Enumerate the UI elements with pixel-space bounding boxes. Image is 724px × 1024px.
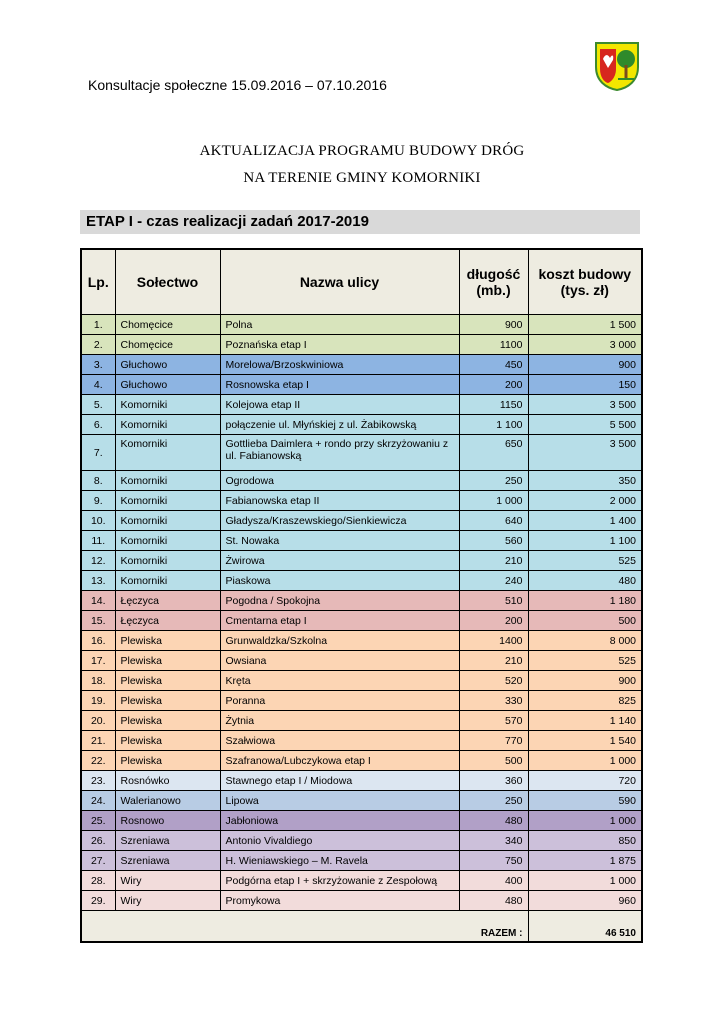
cell-koszt: 525: [528, 651, 642, 671]
table-row: [81, 711, 642, 731]
cell-dlugosc: 210: [459, 551, 528, 571]
cell-lp: 17.: [81, 651, 115, 671]
cell-koszt: 2 000: [528, 491, 642, 511]
table-row: [81, 471, 642, 491]
cell-koszt: 1 400: [528, 511, 642, 531]
cell-nazwa-ulicy: Gottlieba Daimlera + rondo przy skrzyżowaniu z ul. Fabianowską: [220, 435, 459, 471]
cell-nazwa-ulicy: Ogrodowa: [220, 471, 459, 491]
cell-nazwa-ulicy: Poranna: [220, 691, 459, 711]
cell-solectwo: Komorniki: [115, 491, 220, 511]
cell-nazwa-ulicy: połączenie ul. Młyńskiej z ul. Żabikowską: [220, 415, 459, 435]
cell-dlugosc: 250: [459, 791, 528, 811]
total-label: RAZEM :: [81, 911, 528, 943]
cell-nazwa-ulicy: Kręta: [220, 671, 459, 691]
cell-koszt: 500: [528, 611, 642, 631]
cell-nazwa-ulicy: Fabianowska etap II: [220, 491, 459, 511]
header-nazwa-ulicy: Nazwa ulicy: [220, 249, 459, 315]
cell-koszt: 1 000: [528, 811, 642, 831]
cell-dlugosc: 210: [459, 651, 528, 671]
cell-lp: 25.: [81, 811, 115, 831]
cell-solectwo: Komorniki: [115, 511, 220, 531]
cell-dlugosc: 640: [459, 511, 528, 531]
cell-solectwo: Plewiska: [115, 651, 220, 671]
cell-lp: 6.: [81, 415, 115, 435]
cell-lp: 12.: [81, 551, 115, 571]
cell-dlugosc: 400: [459, 871, 528, 891]
cell-lp: 19.: [81, 691, 115, 711]
cell-koszt: 150: [528, 375, 642, 395]
table-row: [81, 751, 642, 771]
cell-lp: 5.: [81, 395, 115, 415]
table-row: [81, 551, 642, 571]
consultation-dates: Konsultacje społeczne 15.09.2016 – 07.10.2016: [88, 77, 387, 93]
cell-dlugosc: 330: [459, 691, 528, 711]
cell-dlugosc: 1 000: [459, 491, 528, 511]
cell-lp: 14.: [81, 591, 115, 611]
table-row: [81, 631, 642, 651]
table-row: [81, 671, 642, 691]
cell-lp: 7.: [81, 435, 115, 471]
cell-lp: 24.: [81, 791, 115, 811]
cell-koszt: 1 500: [528, 315, 642, 335]
cell-solectwo: Plewiska: [115, 711, 220, 731]
cell-nazwa-ulicy: Owsiana: [220, 651, 459, 671]
cell-dlugosc: 1150: [459, 395, 528, 415]
cell-koszt: 525: [528, 551, 642, 571]
cell-lp: 18.: [81, 671, 115, 691]
cell-nazwa-ulicy: Rosnowska etap I: [220, 375, 459, 395]
cell-lp: 16.: [81, 631, 115, 651]
stage-heading: ETAP I - czas realizacji zadań 2017-2019: [80, 210, 640, 234]
cell-lp: 26.: [81, 831, 115, 851]
table-row: [81, 871, 642, 891]
cell-dlugosc: 360: [459, 771, 528, 791]
cell-nazwa-ulicy: Stawnego etap I / Miodowa: [220, 771, 459, 791]
cell-koszt: 1 000: [528, 751, 642, 771]
cell-solectwo: Głuchowo: [115, 375, 220, 395]
cell-nazwa-ulicy: Pogodna / Spokojna: [220, 591, 459, 611]
cell-koszt: 960: [528, 891, 642, 911]
cell-nazwa-ulicy: Żwirowa: [220, 551, 459, 571]
cell-lp: 27.: [81, 851, 115, 871]
cell-dlugosc: 480: [459, 811, 528, 831]
table-row: [81, 335, 642, 355]
cell-dlugosc: 650: [459, 435, 528, 471]
cell-solectwo: Komorniki: [115, 531, 220, 551]
document-title-line-2: NA TERENIE GMINY KOMORNIKI: [243, 170, 481, 186]
cell-koszt: 480: [528, 571, 642, 591]
cell-lp: 15.: [81, 611, 115, 631]
cell-solectwo: Komorniki: [115, 551, 220, 571]
cell-dlugosc: 250: [459, 471, 528, 491]
cell-dlugosc: 500: [459, 751, 528, 771]
table-row: [81, 891, 642, 911]
cell-solectwo: Plewiska: [115, 631, 220, 651]
cell-solectwo: Łęczyca: [115, 591, 220, 611]
cell-dlugosc: 480: [459, 891, 528, 911]
table-row: [81, 491, 642, 511]
cell-dlugosc: 900: [459, 315, 528, 335]
cell-lp: 8.: [81, 471, 115, 491]
cell-koszt: 1 140: [528, 711, 642, 731]
cell-lp: 10.: [81, 511, 115, 531]
cell-dlugosc: 450: [459, 355, 528, 375]
cell-nazwa-ulicy: Cmentarna etap I: [220, 611, 459, 631]
cell-nazwa-ulicy: Jabłoniowa: [220, 811, 459, 831]
cell-nazwa-ulicy: Gładysza/Kraszewskiego/Sienkiewicza: [220, 511, 459, 531]
table-row: [81, 691, 642, 711]
cell-lp: 11.: [81, 531, 115, 551]
cell-nazwa-ulicy: Poznańska etap I: [220, 335, 459, 355]
cell-solectwo: Rosnówko: [115, 771, 220, 791]
cell-dlugosc: 340: [459, 831, 528, 851]
table-row: [81, 831, 642, 851]
cell-solectwo: Komorniki: [115, 435, 220, 471]
cell-solectwo: Komorniki: [115, 571, 220, 591]
cell-nazwa-ulicy: Piaskowa: [220, 571, 459, 591]
cell-dlugosc: 200: [459, 375, 528, 395]
cell-lp: 1.: [81, 315, 115, 335]
cell-lp: 3.: [81, 355, 115, 375]
cell-lp: 23.: [81, 771, 115, 791]
table-row: [81, 771, 642, 791]
cell-solectwo: Chomęcice: [115, 335, 220, 355]
cell-solectwo: Głuchowo: [115, 355, 220, 375]
table-row: [81, 811, 642, 831]
cell-lp: 28.: [81, 871, 115, 891]
cell-nazwa-ulicy: Lipowa: [220, 791, 459, 811]
table-row: [81, 315, 642, 335]
cell-nazwa-ulicy: Morelowa/Brzoskwiniowa: [220, 355, 459, 375]
cell-koszt: 900: [528, 671, 642, 691]
cell-lp: 21.: [81, 731, 115, 751]
cell-koszt: 590: [528, 791, 642, 811]
cell-solectwo: Rosnowo: [115, 811, 220, 831]
cell-dlugosc: 560: [459, 531, 528, 551]
cell-koszt: 3 000: [528, 335, 642, 355]
cell-koszt: 3 500: [528, 395, 642, 415]
cell-dlugosc: 1400: [459, 631, 528, 651]
cell-koszt: 720: [528, 771, 642, 791]
cell-lp: 4.: [81, 375, 115, 395]
cell-dlugosc: 520: [459, 671, 528, 691]
cell-koszt: 3 500: [528, 435, 642, 471]
cell-koszt: 8 000: [528, 631, 642, 651]
cell-koszt: 350: [528, 471, 642, 491]
cell-solectwo: Plewiska: [115, 691, 220, 711]
table-row: [81, 355, 642, 375]
cell-solectwo: Komorniki: [115, 471, 220, 491]
cell-koszt: 825: [528, 691, 642, 711]
cell-lp: 20.: [81, 711, 115, 731]
table-row: [81, 531, 642, 551]
table-row: [81, 395, 642, 415]
cell-koszt: 900: [528, 355, 642, 375]
cell-nazwa-ulicy: Żytnia: [220, 711, 459, 731]
cell-solectwo: Szreniawa: [115, 831, 220, 851]
header-dlugosc: długość (mb.): [459, 249, 528, 315]
cell-lp: 9.: [81, 491, 115, 511]
cell-lp: 2.: [81, 335, 115, 355]
cell-nazwa-ulicy: Polna: [220, 315, 459, 335]
roads-table: [80, 248, 643, 943]
table-header-row: [81, 249, 642, 315]
table-row: [81, 591, 642, 611]
cell-solectwo: Plewiska: [115, 751, 220, 771]
header-lp: Lp.: [81, 249, 115, 315]
cell-solectwo: Plewiska: [115, 671, 220, 691]
cell-nazwa-ulicy: Kolejowa etap II: [220, 395, 459, 415]
cell-nazwa-ulicy: H. Wieniawskiego – M. Ravela: [220, 851, 459, 871]
cell-dlugosc: 770: [459, 731, 528, 751]
cell-solectwo: Wiry: [115, 871, 220, 891]
cell-koszt: 1 100: [528, 531, 642, 551]
table-row: [81, 731, 642, 751]
cell-dlugosc: 510: [459, 591, 528, 611]
cell-lp: 13.: [81, 571, 115, 591]
cell-dlugosc: 240: [459, 571, 528, 591]
cell-dlugosc: 1100: [459, 335, 528, 355]
cell-nazwa-ulicy: Grunwaldzka/Szkolna: [220, 631, 459, 651]
cell-koszt: 5 500: [528, 415, 642, 435]
table-row: [81, 415, 642, 435]
cell-koszt: 850: [528, 831, 642, 851]
cell-nazwa-ulicy: Szafranowa/Lubczykowa etap I: [220, 751, 459, 771]
cell-solectwo: Szreniawa: [115, 851, 220, 871]
table-row: [81, 791, 642, 811]
total-value: 46 510: [528, 911, 642, 943]
gmina-crest-icon: [594, 41, 640, 91]
cell-dlugosc: 200: [459, 611, 528, 631]
cell-dlugosc: 750: [459, 851, 528, 871]
total-row: [81, 911, 642, 943]
header-solectwo: Sołectwo: [115, 249, 220, 315]
table-row: [81, 651, 642, 671]
cell-dlugosc: 570: [459, 711, 528, 731]
cell-lp: 22.: [81, 751, 115, 771]
cell-solectwo: Chomęcice: [115, 315, 220, 335]
cell-koszt: 1 000: [528, 871, 642, 891]
cell-solectwo: Walerianowo: [115, 791, 220, 811]
cell-solectwo: Komorniki: [115, 415, 220, 435]
cell-nazwa-ulicy: St. Nowaka: [220, 531, 459, 551]
cell-koszt: 1 875: [528, 851, 642, 871]
cell-solectwo: Komorniki: [115, 395, 220, 415]
cell-solectwo: Łęczyca: [115, 611, 220, 631]
cell-nazwa-ulicy: Szałwiowa: [220, 731, 459, 751]
header-koszt-budowy: koszt budowy (tys. zł): [528, 249, 642, 315]
cell-nazwa-ulicy: Antonio Vivaldiego: [220, 831, 459, 851]
cell-solectwo: Plewiska: [115, 731, 220, 751]
table-row: [81, 611, 642, 631]
cell-solectwo: Wiry: [115, 891, 220, 911]
cell-koszt: 1 180: [528, 591, 642, 611]
table-row: [81, 511, 642, 531]
cell-nazwa-ulicy: Promykowa: [220, 891, 459, 911]
table-row: [81, 375, 642, 395]
table-row: [81, 851, 642, 871]
cell-koszt: 1 540: [528, 731, 642, 751]
cell-lp: 29.: [81, 891, 115, 911]
table-row: [81, 435, 642, 471]
cell-dlugosc: 1 100: [459, 415, 528, 435]
table-row: [81, 571, 642, 591]
cell-nazwa-ulicy: Podgórna etap I + skrzyżowanie z Zespołową: [220, 871, 459, 891]
document-title-line-1: AKTUALIZACJA PROGRAMU BUDOWY DRÓG: [199, 143, 525, 159]
